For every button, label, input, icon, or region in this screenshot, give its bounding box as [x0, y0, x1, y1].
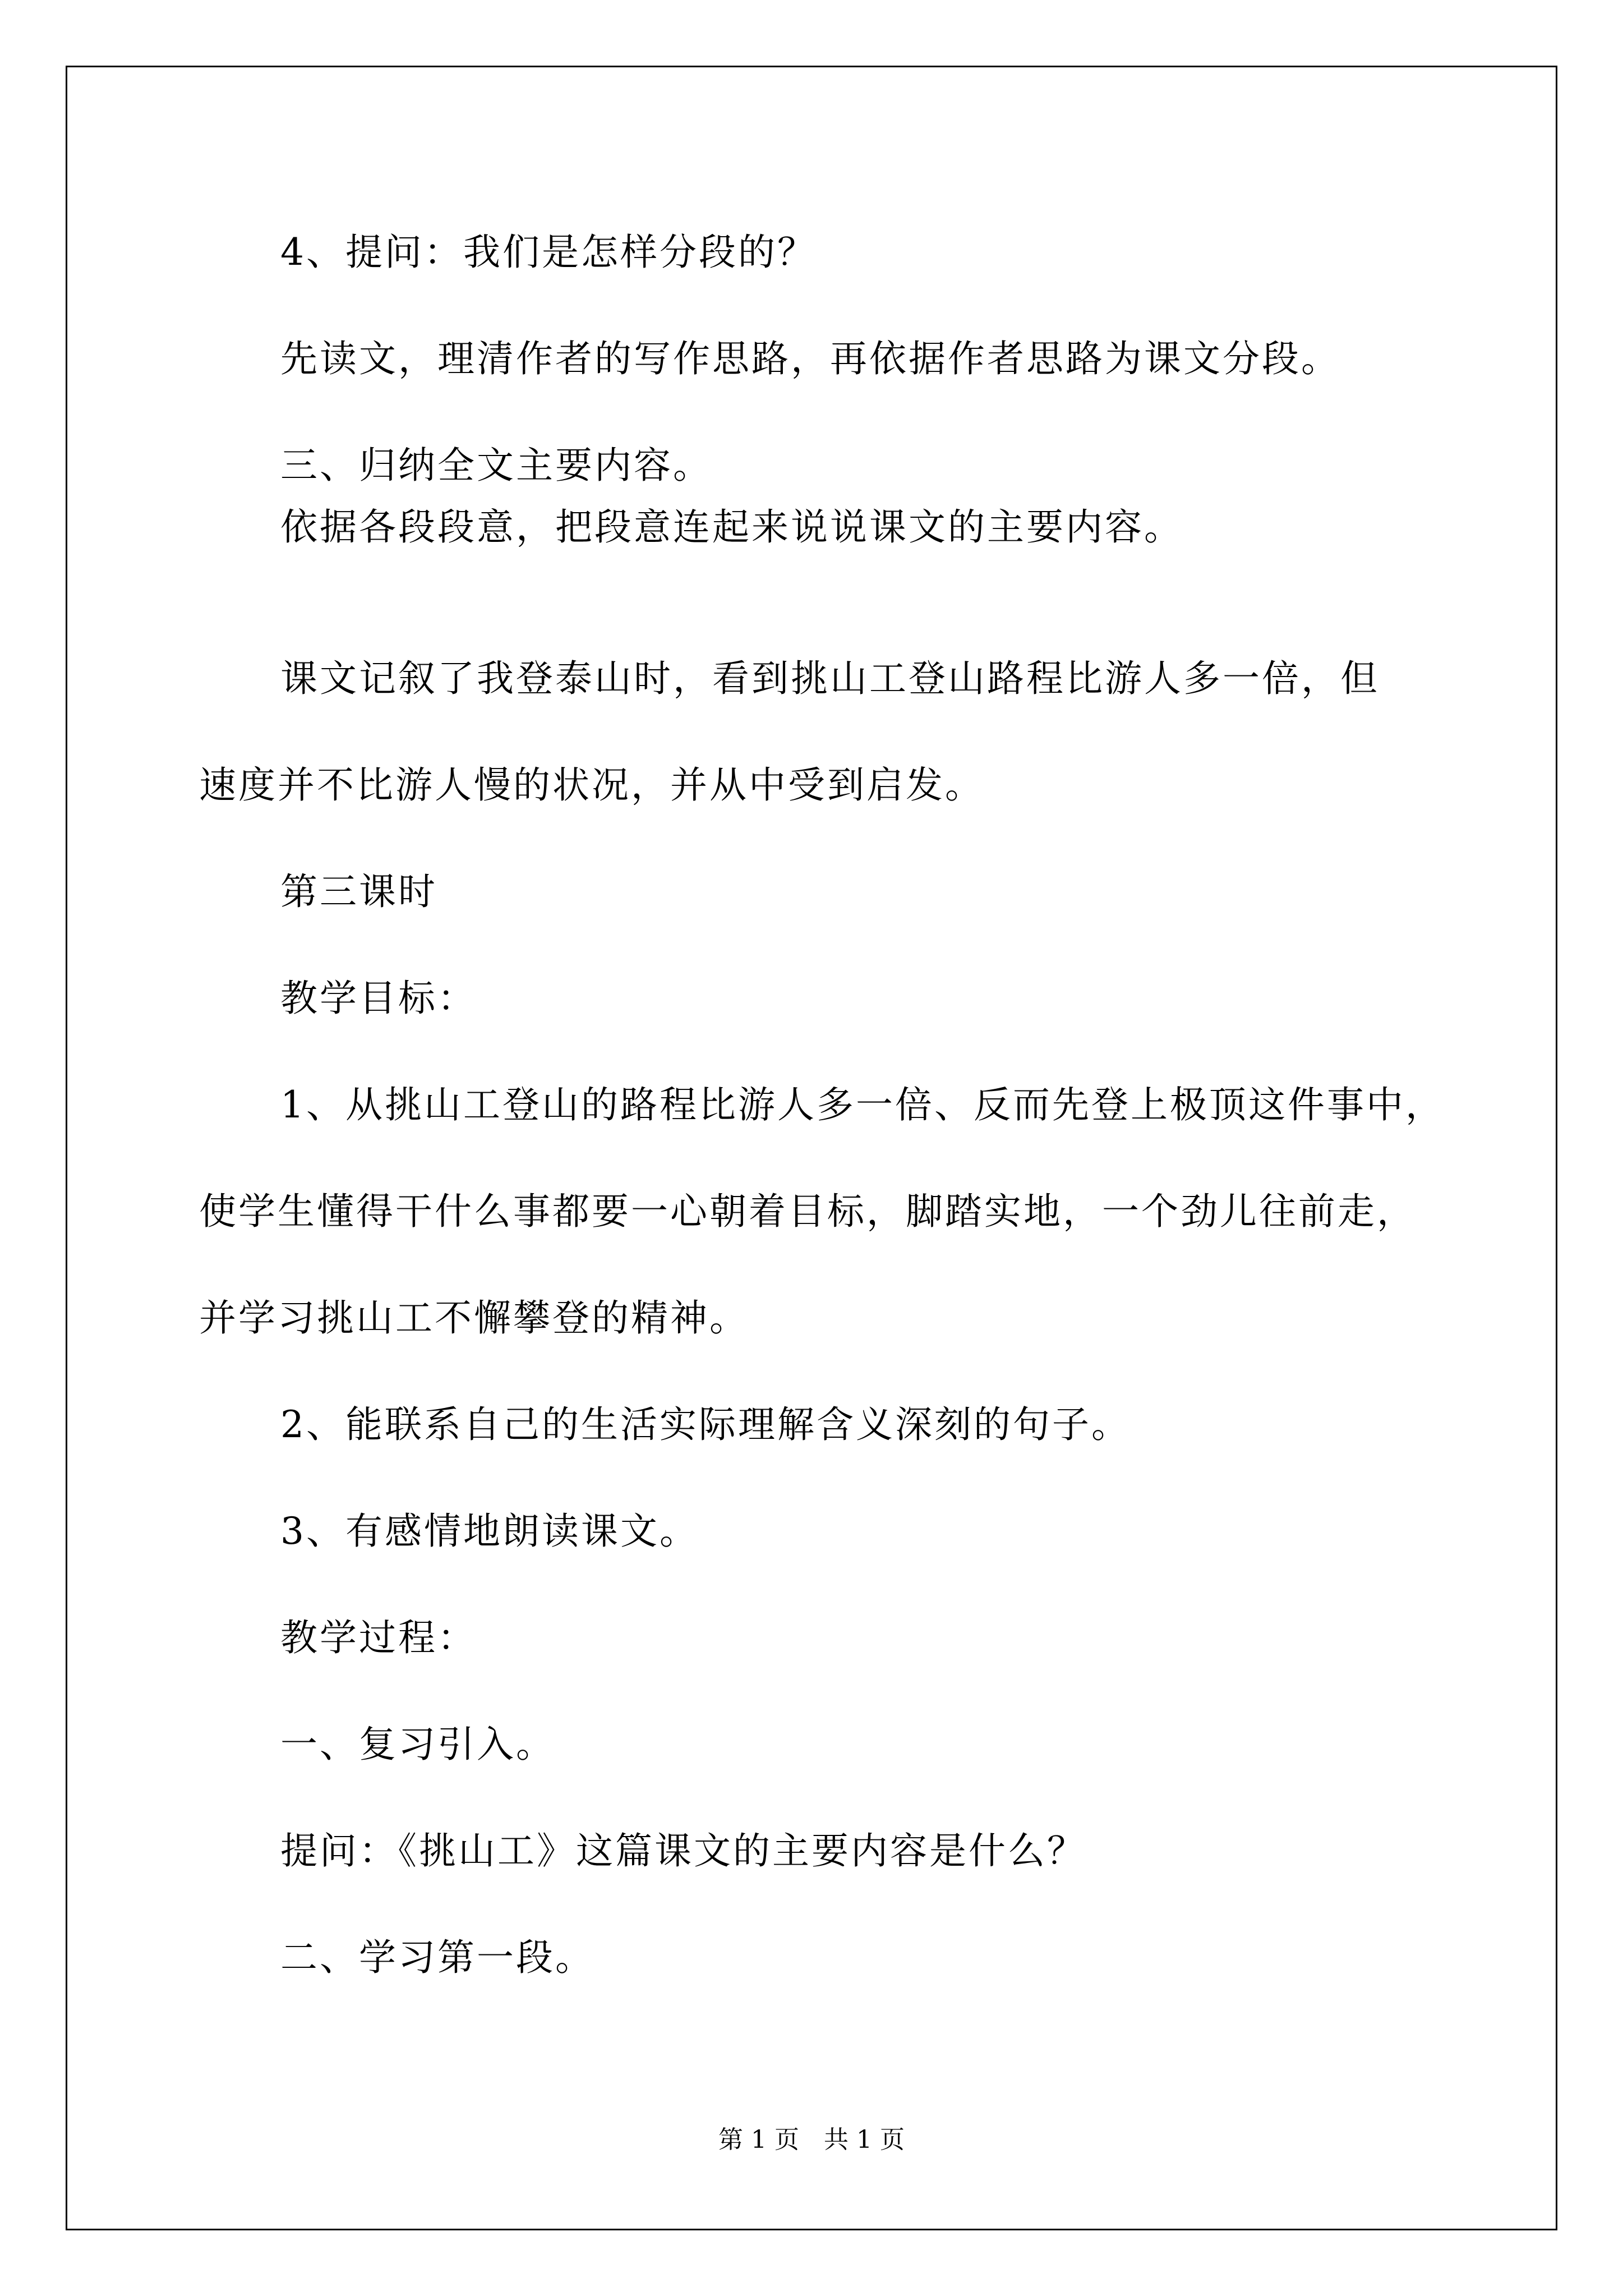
paragraph-line: 依据各段段意，把段意连起来说说课文的主要内容。 [280, 505, 1183, 549]
page-number-footer: 第 1 页 共 1 页 [718, 2125, 905, 2154]
paragraph-line: 1、从挑山工登山的路程比游人多一倍、反而先登上极顶这件事中， [280, 1083, 1445, 1126]
paragraph-line: 3、有感情地朗读课文。 [280, 1510, 699, 1553]
section-heading: 第三课时 [280, 870, 437, 913]
paragraph-line: 使学生懂得干什么事都要一心朝着目标，脚踏实地，一个劲儿往前走， [199, 1190, 1416, 1233]
paragraph-line: 二、学习第一段。 [280, 1936, 594, 1979]
section-heading: 教学过程： [280, 1616, 477, 1659]
paragraph-line: 三、归纳全文主要内容。 [280, 444, 712, 487]
paragraph-line: 先读文，理清作者的写作思路，再依据作者思路为课文分段。 [280, 337, 1340, 380]
paragraph-line: 2、能联系自己的生活实际理解含义深刻的句子。 [280, 1403, 1131, 1446]
paragraph-line: 一、复习引入。 [280, 1723, 555, 1766]
paragraph-line: 并学习挑山工不懈攀登的精神。 [199, 1296, 749, 1340]
paragraph-line: 课文记叙了我登泰山时，看到挑山工登山路程比游人多一倍，但 [280, 657, 1380, 700]
page-border [66, 66, 1557, 2230]
paragraph-line: 提问：《挑山工》这篇课文的主要内容是什么？ [280, 1829, 1086, 1872]
section-heading: 教学目标： [280, 977, 477, 1020]
paragraph-line: 速度并不比游人慢的状况，并从中受到启发。 [199, 763, 984, 807]
paragraph-line: 4、提问：我们是怎样分段的？ [280, 231, 817, 274]
